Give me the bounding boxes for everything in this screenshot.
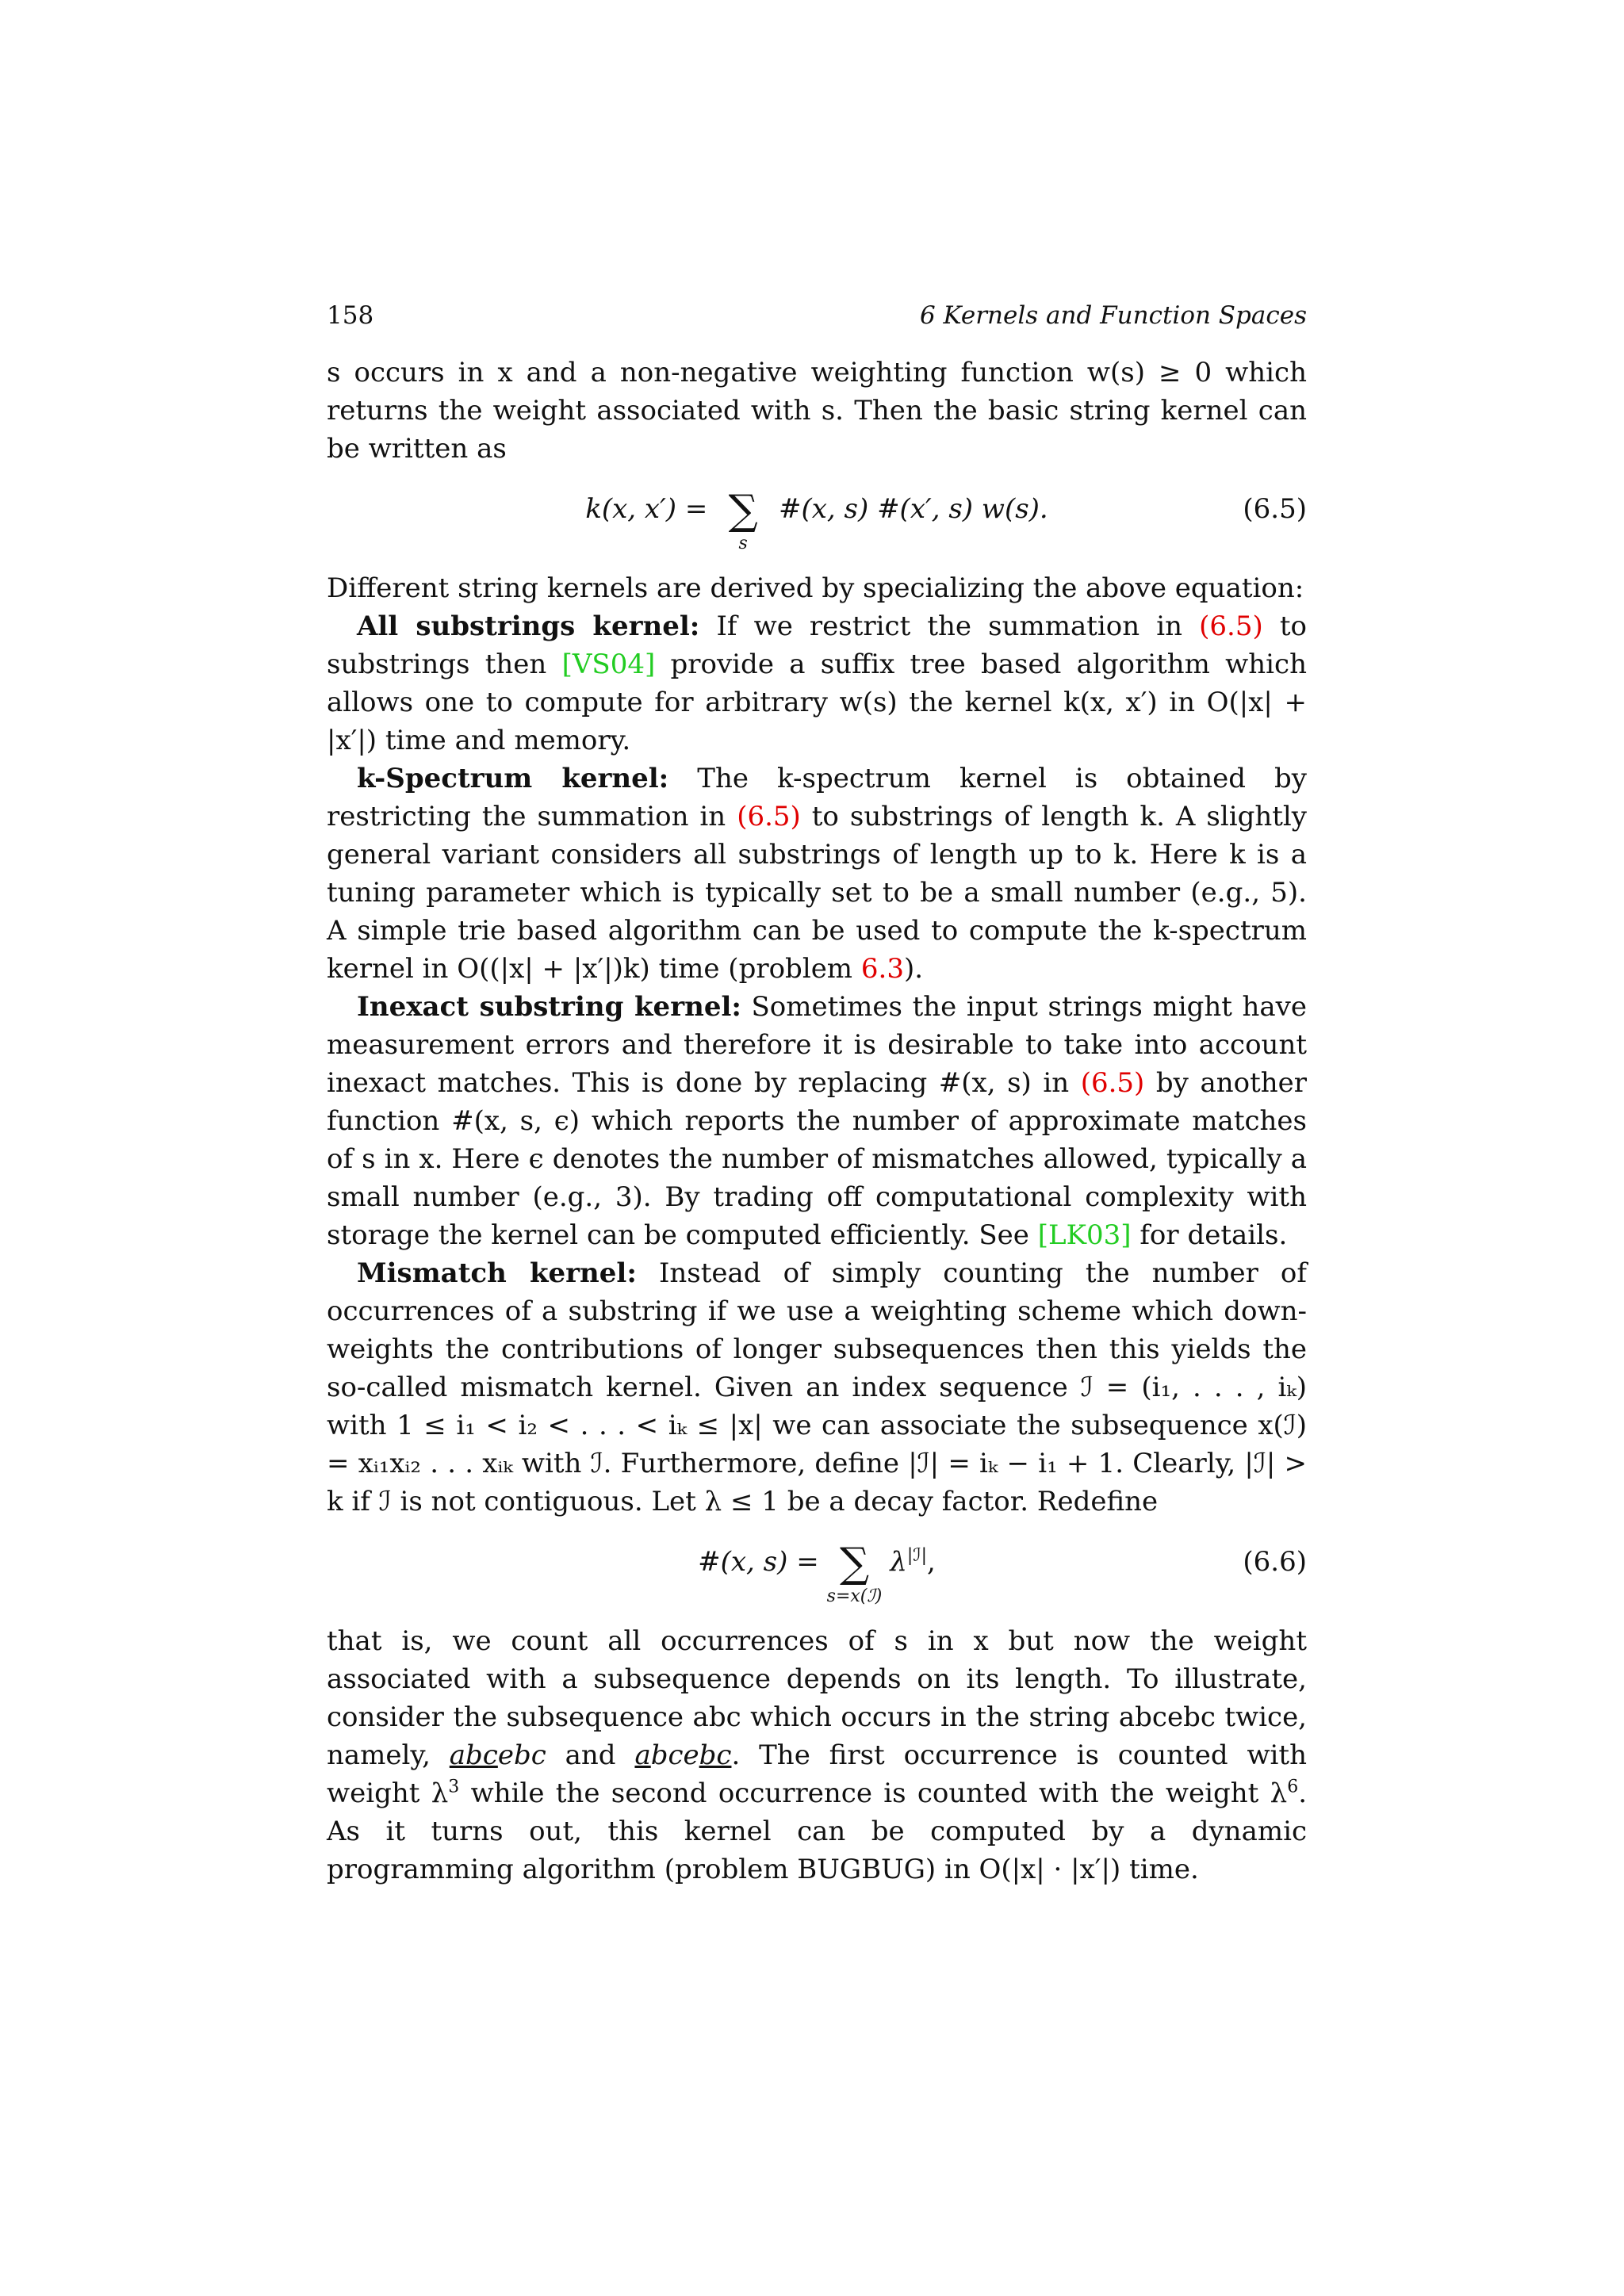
derived-intro: Different string kernels are derived by specializing the above equation: <box>327 572 1304 604</box>
all-substrings-text-2: to substrings then <box>327 610 1307 680</box>
inexact-paragraph <box>327 988 1307 1254</box>
summation-index: s=x(ℐ) <box>826 1586 883 1606</box>
mismatch-paragraph <box>327 1254 1307 1521</box>
equation-6-5-expression <box>327 487 1307 553</box>
inexact-text-2: by another function #(x, s, ϵ) which reports the number of approximate matches of s in x. Here ϵ denotes the number of mismatches allowed, typically a small number (e.g., 3). By trading off computational complexity with storage the kernel can be computed efficiently. See <box>327 1067 1308 1251</box>
running-header <box>327 301 1307 339</box>
summation-symbol: ∑ s=x(ℐ) <box>826 1540 883 1606</box>
closing-text-2: . The first occurrence is counted with weight λ <box>327 1739 1307 1809</box>
equation-6-6-number: (6.6) <box>1243 1546 1307 1578</box>
page-number: 158 <box>327 301 374 330</box>
inexact-text-3: for details. <box>1139 1219 1288 1251</box>
equation-6-6-exponent: |ℐ| <box>906 1545 928 1566</box>
equation-ref-link[interactable]: (6.5) <box>1199 610 1263 642</box>
citation-link-lk03[interactable]: [LK03] <box>1037 1219 1132 1251</box>
closing-text-4: . As it turns out, this kernel can be computed by a dynamic programming algorithm (problem BUGBUG) in O(|x| · |x′|) time. <box>327 1777 1307 1885</box>
citation-link-vs04[interactable]: [VS04] <box>561 649 656 680</box>
mismatch-text: Instead of simply counting the number of occurrences of a substring if we use a weighting scheme which down-weights the contributions of longer subsequences then this yields the so-called mismatch kernel. Given an index sequence ℐ = (i₁, . . . , iₖ) with 1 ≤ i₁ < i₂ < . . . < iₖ ≤ |x| we can associate the subsequence x(ℐ) = xᵢ₁xᵢ₂ . . . xᵢₖ with ℐ. Furthermore, define |ℐ| = iₖ − i₁ + 1. Clearly, |ℐ| > k if ℐ is not contiguous. Let λ ≤ 1 be a decay factor. Redefine <box>327 1257 1307 1517</box>
equation-6-6-lhs: #(x, s) = <box>698 1546 819 1578</box>
summation-index: s <box>738 534 748 553</box>
all-substrings-paragraph <box>327 607 1307 760</box>
problem-ref-link[interactable]: 6.3 <box>860 953 904 985</box>
equation-ref-link[interactable]: (6.5) <box>1080 1067 1145 1099</box>
inexact-text-1: Sometimes the input strings might have measurement errors and therefore it is desirable to take into account inexact matches. This is done by replacing #(x, s) in <box>327 991 1307 1099</box>
body-text <box>327 354 1307 1888</box>
equation-6-6-tail: , <box>927 1546 936 1578</box>
intro-paragraph: s occurs in x and a non-negative weighting function w(s) ≥ 0 which returns the weight associated with s. Then the basic string kernel can be written as <box>327 357 1307 465</box>
closing-text-3: while the second occurrence is counted with the weight λ <box>470 1777 1288 1809</box>
equation-6-5 <box>327 468 1307 569</box>
equation-ref-link[interactable]: (6.5) <box>737 801 801 832</box>
equation-6-6-base: λ <box>890 1546 907 1578</box>
equation-6-6 <box>327 1521 1307 1622</box>
example-occurrence-2: abcebc <box>634 1739 732 1771</box>
equation-6-5-rhs: #(x, s) #(x′, s) w(s). <box>779 493 1048 525</box>
summation-symbol: ∑ s <box>728 487 758 553</box>
closing-paragraph <box>327 1622 1307 1888</box>
equation-6-5-number: (6.5) <box>1243 493 1307 525</box>
k-spectrum-paragraph <box>327 760 1307 988</box>
equation-6-6-expression <box>327 1540 1307 1606</box>
example-occurrence-1: abcebc <box>449 1739 546 1771</box>
all-substrings-title: All substrings kernel: <box>357 610 700 642</box>
chapter-title: 6 Kernels and Function Spaces <box>919 301 1307 330</box>
weight-exponent-2: 6 <box>1287 1777 1299 1797</box>
closing-text-1: that is, we count all occurrences of s in x but now the weight associated with a subsequence depends on its length. To illustrate, consider the subsequence abc which occurs in the string abcebc twice, namely, <box>327 1625 1307 1771</box>
k-spectrum-title: k-Spectrum kernel: <box>357 763 669 794</box>
all-substrings-text-3: provide a suffix tree based algorithm which allows one to compute for arbitrary w(s) the kernel k(x, x′) in O(|x| + |x′|) time and memory. <box>327 649 1307 756</box>
inexact-title: Inexact substring kernel: <box>357 991 741 1023</box>
weight-exponent-1: 3 <box>448 1777 460 1797</box>
closing-and: and <box>565 1739 616 1771</box>
all-substrings-text-1: If we restrict the summation in <box>716 610 1183 642</box>
equation-6-5-lhs: k(x, x′) = <box>585 493 708 525</box>
k-spectrum-text-2: to substrings of length k. A slightly general variant considers all substrings of length up to k. Here k is a tuning parameter which is typically set to be a small number (e.g., 5). A simple trie based algorithm can be used to compute the k-spectrum kernel in O((|x| + |x′|)k) time (problem <box>327 801 1307 985</box>
k-spectrum-text-1: The k-spectrum kernel is obtained by restricting the summation in <box>327 763 1307 832</box>
mismatch-title: Mismatch kernel: <box>357 1257 637 1289</box>
k-spectrum-text-3: ). <box>903 953 924 985</box>
